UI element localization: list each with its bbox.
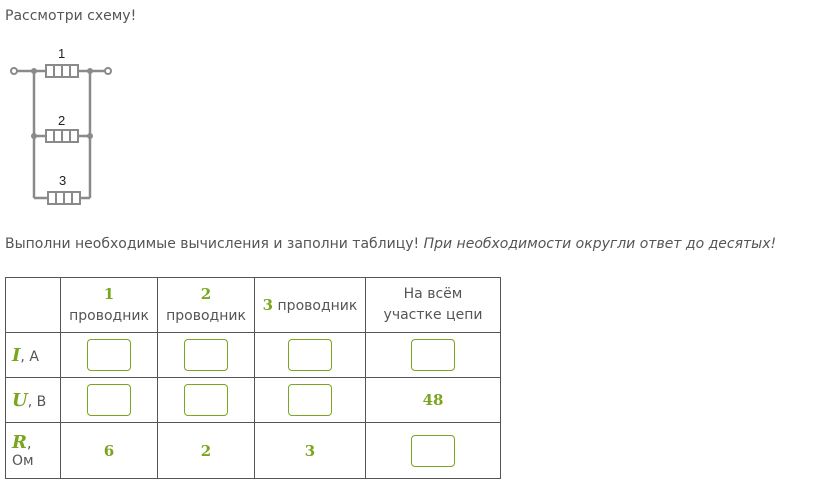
table-row-resistance	[6, 423, 501, 479]
unit-comma: ,	[26, 436, 32, 452]
input-I2[interactable]	[184, 339, 228, 371]
header-total-line2: участке цепи	[383, 307, 483, 323]
unit-ampere: , А	[20, 348, 39, 365]
task-text	[5, 236, 776, 252]
task-main: Выполни необходимые вычисления и заполни таблицу!	[5, 236, 424, 252]
quantity-I: I	[12, 344, 21, 366]
header-2-word: проводник	[166, 307, 246, 324]
header-1-word: проводник	[69, 307, 149, 324]
header-total-line1: На всём	[403, 286, 463, 302]
header-3-number: 3	[262, 296, 274, 314]
table-row-current	[6, 333, 501, 378]
header-3-word: проводник	[273, 298, 358, 314]
header-2-number: 2	[200, 284, 212, 303]
header-empty	[6, 278, 61, 333]
value-R1: 6	[103, 441, 115, 460]
terminal-left	[11, 68, 17, 74]
answer-table	[5, 277, 501, 479]
input-I-total[interactable]	[411, 339, 455, 371]
header-conductor-1	[61, 278, 158, 333]
terminal-right	[105, 68, 111, 74]
input-I3[interactable]	[288, 339, 332, 371]
header-whole-circuit	[366, 278, 501, 333]
task-hint: При необходимости округли ответ до десятых!	[423, 236, 777, 252]
row-label-current	[6, 333, 61, 378]
resistor-3	[48, 192, 80, 204]
unit-ohm: Ом	[12, 453, 34, 469]
header-1-number: 1	[103, 284, 115, 303]
header-conductor-2	[158, 278, 255, 333]
resistor-1	[46, 65, 78, 77]
table-row-voltage	[6, 378, 501, 423]
header-conductor-3	[255, 278, 366, 333]
value-R2: 2	[200, 441, 212, 460]
input-U2[interactable]	[184, 384, 228, 416]
row-label-resistance	[6, 423, 61, 479]
resistor-label-2: 2	[58, 113, 66, 128]
quantity-R: R	[12, 432, 27, 453]
input-R-total[interactable]	[411, 435, 455, 467]
input-I1[interactable]	[87, 339, 131, 371]
row-label-voltage	[6, 378, 61, 423]
quantity-U: U	[12, 389, 28, 411]
resistor-2	[46, 130, 78, 142]
resistor-label-1: 1	[58, 46, 66, 61]
circuit-diagram	[8, 44, 118, 214]
intro-text: Рассмотри схему!	[5, 8, 137, 24]
input-U3[interactable]	[288, 384, 332, 416]
value-R3: 3	[304, 441, 316, 460]
resistor-label-3: 3	[59, 173, 67, 188]
unit-volt: , В	[27, 393, 47, 410]
value-U-total: 48	[422, 391, 444, 409]
input-U1[interactable]	[87, 384, 131, 416]
table-header-row	[6, 278, 501, 333]
